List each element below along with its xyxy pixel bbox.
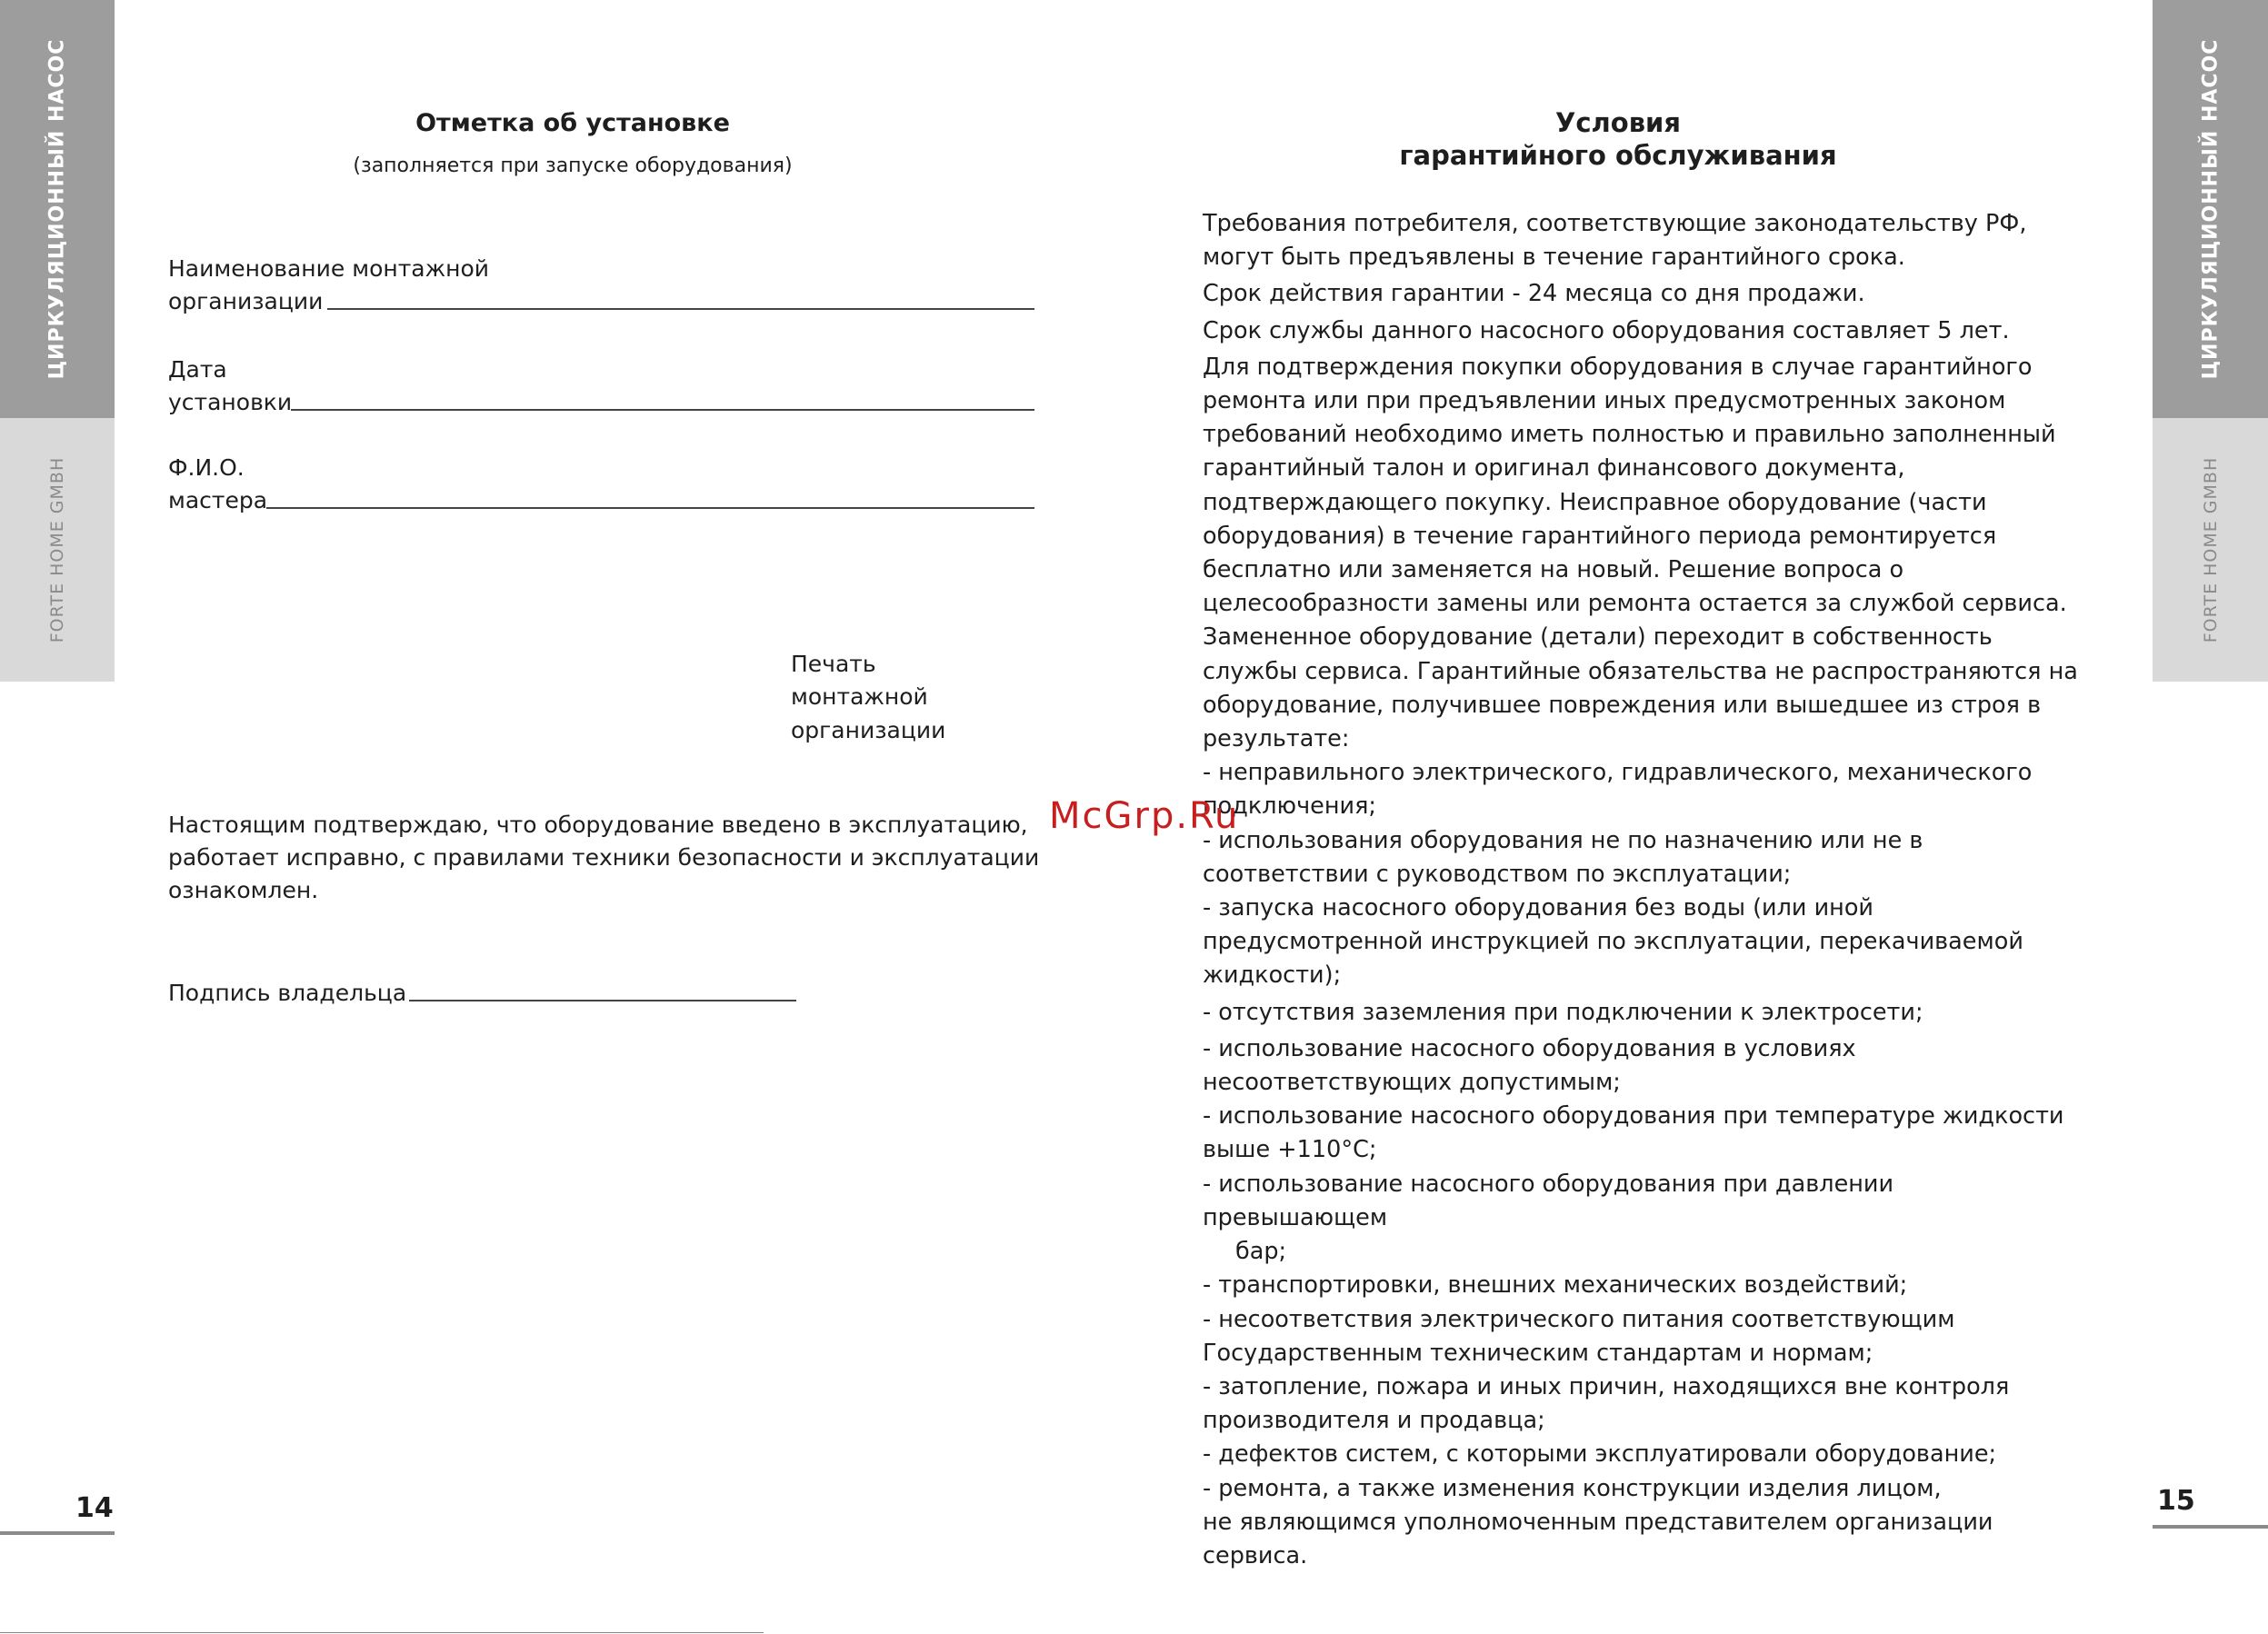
master-label-line1: Ф.И.О. (168, 454, 245, 481)
signature-label: Подпись владельца (168, 980, 407, 1006)
warranty-title-line2: гарантийного обслуживания (1399, 140, 1837, 171)
side-tab-product-label: ЦИРКУЛЯЦИОННЫЙ НАСОС (45, 38, 69, 380)
warranty-paragraph: - запуска насосного оборудования без воды (или иной предусмотренной инструкцией по эксплуатации, перекачиваемой жидкости); (1203, 894, 2023, 990)
warranty-paragraph: Для подтверждения покупки оборудования в случае гарантийного ремонта или при предъявлении иных предусмотренных законом требований необходимо иметь полностью и правильно заполненный гарантийный талон и оригинал финансового документа, подтверждающего покупку. Неисправное оборудование (части оборудования) в течение гарантийного периода ремонтируется бесплатно или заменяется на новый. Решение вопроса о целесообразности замены или ремонта остается за службой сервиса. Замененное оборудование (детали) переходит в собственность службы сервиса. Гарантийные обязательства не распространяются на оборудование, получившее повреждения или вышедшее из строя в результате: (1203, 353, 2078, 753)
warranty-paragraph: Требования потребителя, соответствующие законодательству РФ, могут быть предъявлены в течение гарантийного срока. (1203, 210, 2027, 272)
warranty-paragraph: - ремонта, а также изменения конструкции изделия лицом, (1203, 1474, 1942, 1502)
page-number-underline-right (2153, 1525, 2268, 1529)
stamp-label-line3: организации (791, 717, 946, 743)
date-label-line2: установки (168, 389, 293, 415)
bottom-divider (0, 1632, 764, 1633)
warranty-paragraph: - использование насосного оборудования при температуре жидкости выше +110°С; (1203, 1102, 2064, 1164)
org-label-line2: организации (168, 288, 324, 314)
watermark-text: McGrp.Ru (1049, 795, 1240, 837)
confirmation-line2: работает исправно, с правилами техники безопасности и эксплуатации (168, 844, 1040, 871)
warranty-paragraph: не являющимся уполномоченным представителем организации сервиса. (1203, 1508, 1993, 1569)
stamp-label-line1: Печать (791, 651, 876, 677)
warranty-paragraph: Срок действия гарантии - 24 месяца со дня продажи. (1203, 280, 1865, 308)
org-field-line[interactable] (327, 308, 1034, 310)
side-tab-brand-label: FORTE HOME GMBH (47, 456, 67, 643)
page-number-right: 15 (2157, 1485, 2195, 1517)
master-label-line2: мастера (168, 487, 268, 513)
warranty-paragraph: - транспортировки, внешних механических воздействий; (1203, 1271, 1908, 1300)
stamp-label-line2: монтажной (791, 683, 928, 710)
date-field-line[interactable] (291, 409, 1034, 411)
side-tab-product-label: ЦИРКУЛЯЦИОННЫЙ НАСОС (2199, 38, 2222, 380)
warranty-paragraph: - отсутствия заземления при подключении к электросети; (1203, 998, 1923, 1026)
warranty-paragraph: - использование насосного оборудования при давлении превышающем (1203, 1170, 1894, 1231)
side-tab-brand-left (0, 418, 115, 682)
confirmation-line3: ознакомлен. (168, 877, 319, 903)
side-tab-brand-right (2153, 418, 2268, 682)
side-tab-product-right (2153, 0, 2268, 418)
warranty-paragraph: бар; (1235, 1238, 1287, 1266)
warranty-paragraph: - дефектов систем, с которыми эксплуатировали оборудование; (1203, 1440, 1997, 1469)
side-tab-product-left (0, 0, 115, 418)
master-field-line[interactable] (266, 507, 1034, 509)
warranty-text (1203, 207, 2084, 1573)
installation-title: Отметка об установке (415, 109, 730, 137)
warranty-paragraph: - несоответствия электрического питания соответствующим Государственным техническим стандартам и нормам; (1203, 1305, 1955, 1367)
warranty-paragraph: - использование насосного оборудования в условиях несоответствующих допустимым; (1203, 1034, 1856, 1097)
signature-field-line[interactable] (409, 1000, 796, 1001)
warranty-paragraph: - использования оборудования не по назначению или не в соответствии с руководством по эксплуатации; (1203, 826, 1923, 888)
page-number-underline-left (0, 1531, 115, 1535)
confirmation-line1: Настоящим подтверждаю, что оборудование введено в эксплуатацию, (168, 812, 1028, 838)
warranty-paragraph: Срок службы данного насосного оборудования составляет 5 лет. (1203, 316, 2010, 344)
warranty-paragraph: - затопление, пожара и иных причин, находящихся вне контроля производителя и продавца; (1203, 1372, 2010, 1435)
date-label-line1: Дата (168, 356, 227, 383)
installation-subtitle: (заполняется при запуске оборудования) (353, 154, 793, 177)
warranty-title-line1: Условия (1554, 107, 1681, 138)
side-tab-brand-label: FORTE HOME GMBH (2200, 456, 2221, 643)
warranty-paragraph: - неправильного электрического, гидравлического, механического подключения; (1203, 759, 2033, 821)
page-number-left: 14 (75, 1492, 114, 1524)
org-label-line1: Наименование монтажной (168, 255, 490, 282)
